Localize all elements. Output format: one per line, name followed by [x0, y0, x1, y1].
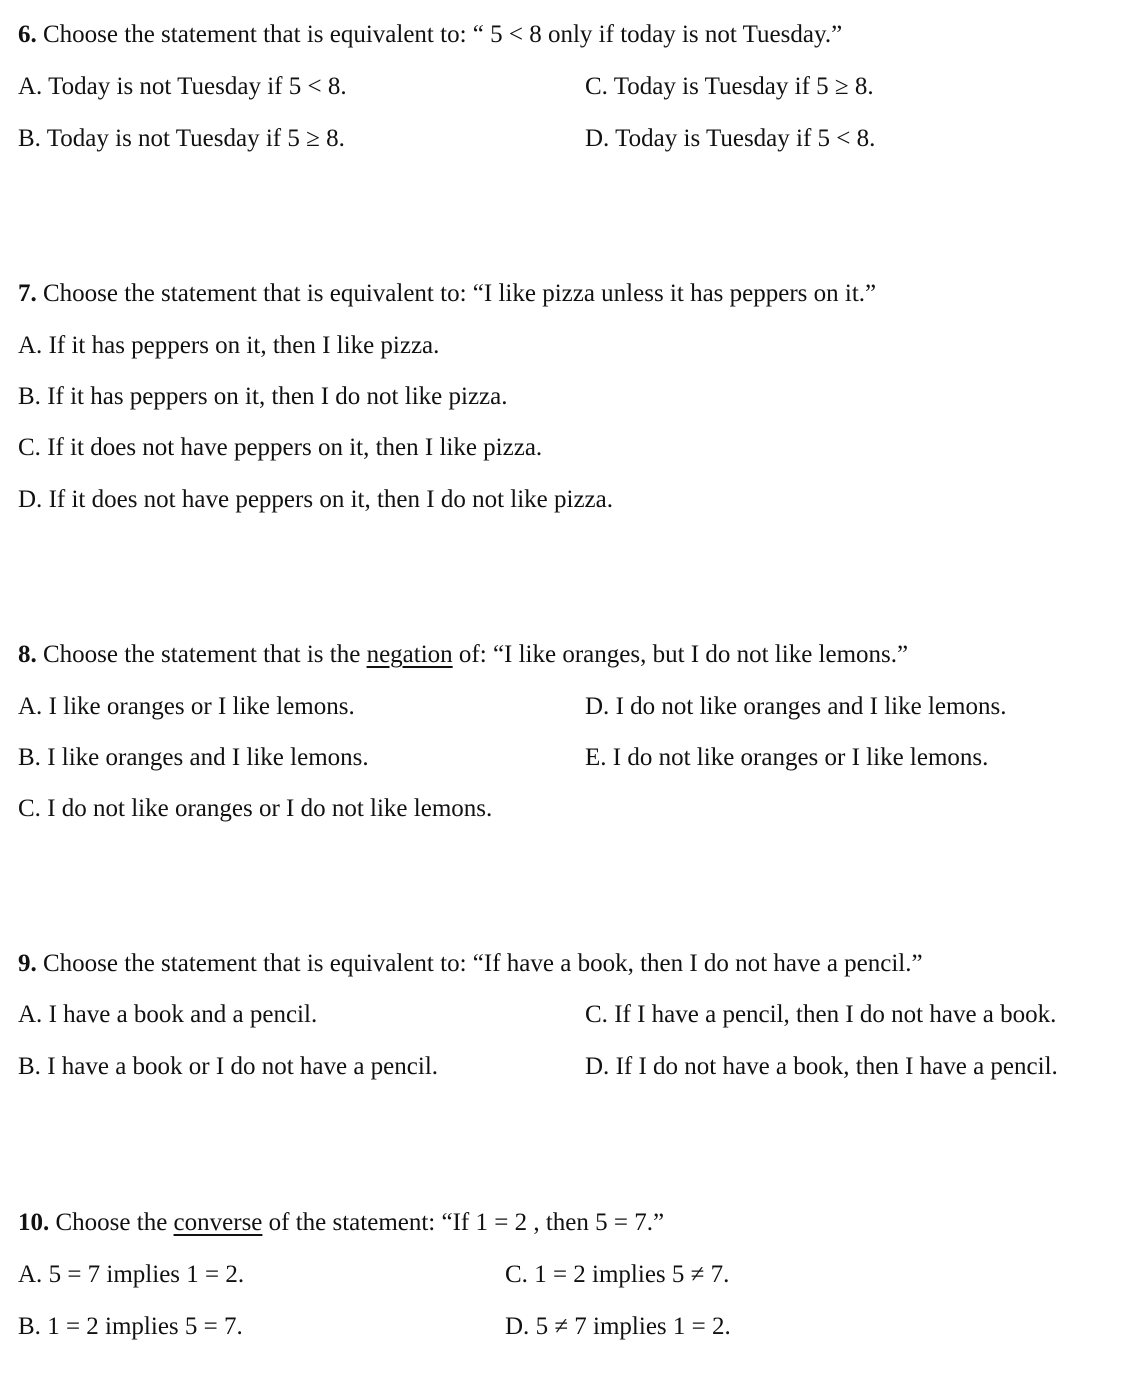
option-9c[interactable]	[585, 1000, 1056, 1030]
option-letter: B.	[18, 1053, 41, 1080]
option-letter: A.	[18, 332, 43, 359]
option-6a[interactable]	[18, 72, 347, 102]
option-letter: B.	[18, 744, 41, 771]
option-text: I like oranges and I like lemons.	[47, 744, 369, 771]
option-letter: B.	[18, 1313, 41, 1340]
question-number: 6.	[18, 21, 37, 48]
option-text: 1 = 2 implies 5 = 7.	[47, 1313, 243, 1340]
option-text: Today is not Tuesday if 5 ≥ 8.	[46, 125, 345, 152]
question-text: Choose the	[55, 1209, 168, 1236]
question-text: Choose the statement that is equivalent to:	[43, 280, 467, 307]
option-letter: B.	[18, 383, 41, 410]
option-text: If it has peppers on it, then I do not like pizza.	[47, 383, 508, 410]
option-text: 5 = 7 implies 1 = 2.	[48, 1261, 245, 1288]
option-8e[interactable]	[585, 743, 988, 773]
question-6-stem	[18, 20, 842, 50]
question-number: 9.	[18, 950, 37, 977]
option-letter: A.	[18, 693, 43, 720]
option-text: Today is not Tuesday if 5 < 8.	[48, 73, 347, 100]
option-letter: C.	[18, 795, 41, 822]
option-text: Today is Tuesday if 5 < 8.	[615, 125, 876, 152]
option-7d[interactable]	[18, 485, 613, 515]
option-10a[interactable]	[18, 1260, 244, 1290]
option-9d[interactable]	[585, 1052, 1058, 1082]
option-7b[interactable]	[18, 382, 507, 412]
question-text: Choose the statement that is the	[43, 641, 361, 668]
option-letter: C.	[585, 73, 608, 100]
question-quote: “ 5 < 8 only if today is not Tuesday.”	[472, 21, 843, 48]
question-number: 10.	[18, 1209, 50, 1236]
question-text-after: of the statement:	[268, 1209, 436, 1236]
option-6c[interactable]	[585, 72, 874, 102]
option-letter: A.	[18, 1261, 43, 1288]
option-text: If I have a pencil, then I do not have a book.	[614, 1001, 1057, 1028]
option-text: If it has peppers on it, then I like pizza.	[48, 332, 440, 359]
question-text-after: of:	[458, 641, 487, 668]
option-letter: D.	[18, 486, 43, 513]
option-10d[interactable]	[505, 1312, 731, 1342]
option-text: Today is Tuesday if 5 ≥ 8.	[613, 73, 874, 100]
option-6b[interactable]	[18, 124, 345, 154]
option-9a[interactable]	[18, 1000, 317, 1030]
option-letter: D.	[585, 693, 610, 720]
question-quote: “I like pizza unless it has peppers on it.”	[472, 280, 877, 307]
option-7a[interactable]	[18, 331, 439, 361]
option-letter: B.	[18, 125, 41, 152]
option-text: I do not like oranges or I like lemons.	[612, 744, 989, 771]
question-quote: “I like oranges, but I do not like lemons.”	[492, 641, 909, 668]
question-keyword: negation	[366, 641, 453, 668]
option-letter: C.	[505, 1261, 528, 1288]
option-8a[interactable]	[18, 692, 355, 722]
question-7-stem	[18, 279, 876, 309]
option-9b[interactable]	[18, 1052, 438, 1082]
option-letter: C.	[585, 1001, 608, 1028]
option-6d[interactable]	[585, 124, 875, 154]
option-8b[interactable]	[18, 743, 369, 773]
option-10b[interactable]	[18, 1312, 243, 1342]
question-keyword: converse	[173, 1209, 263, 1236]
question-quote: “If have a book, then I do not have a pencil.”	[472, 950, 923, 977]
option-7c[interactable]	[18, 433, 542, 463]
option-8d[interactable]	[585, 692, 1006, 722]
option-letter: A.	[18, 73, 43, 100]
option-letter: D.	[505, 1313, 530, 1340]
option-text: I do not like oranges and I like lemons.	[615, 693, 1007, 720]
option-letter: A.	[18, 1001, 43, 1028]
question-number: 8.	[18, 641, 37, 668]
option-text: I do not like oranges or I do not like lemons.	[47, 795, 493, 822]
question-text: Choose the statement that is equivalent to:	[43, 21, 467, 48]
question-number: 7.	[18, 280, 37, 307]
question-quote: “If 1 = 2 , then 5 = 7.”	[441, 1209, 665, 1236]
option-8c[interactable]	[18, 794, 492, 824]
option-letter: C.	[18, 434, 41, 461]
question-8-stem	[18, 640, 908, 670]
option-text: If it does not have peppers on it, then I do not like pizza.	[48, 486, 613, 513]
option-text: I have a book and a pencil.	[48, 1001, 318, 1028]
option-text: I have a book or I do not have a pencil.	[47, 1053, 439, 1080]
option-text: I like oranges or I like lemons.	[48, 693, 355, 720]
option-text: 1 = 2 implies 5 ≠ 7.	[534, 1261, 730, 1288]
option-letter: D.	[585, 1053, 610, 1080]
option-text: If I do not have a book, then I have a pencil.	[615, 1053, 1058, 1080]
question-10-stem	[18, 1208, 664, 1238]
question-text: Choose the statement that is equivalent to:	[43, 950, 467, 977]
option-text: 5 ≠ 7 implies 1 = 2.	[535, 1313, 731, 1340]
option-10c[interactable]	[505, 1260, 729, 1290]
option-letter: D.	[585, 125, 610, 152]
question-9-stem	[18, 949, 923, 979]
option-letter: E.	[585, 744, 607, 771]
option-text: If it does not have peppers on it, then I like pizza.	[47, 434, 543, 461]
